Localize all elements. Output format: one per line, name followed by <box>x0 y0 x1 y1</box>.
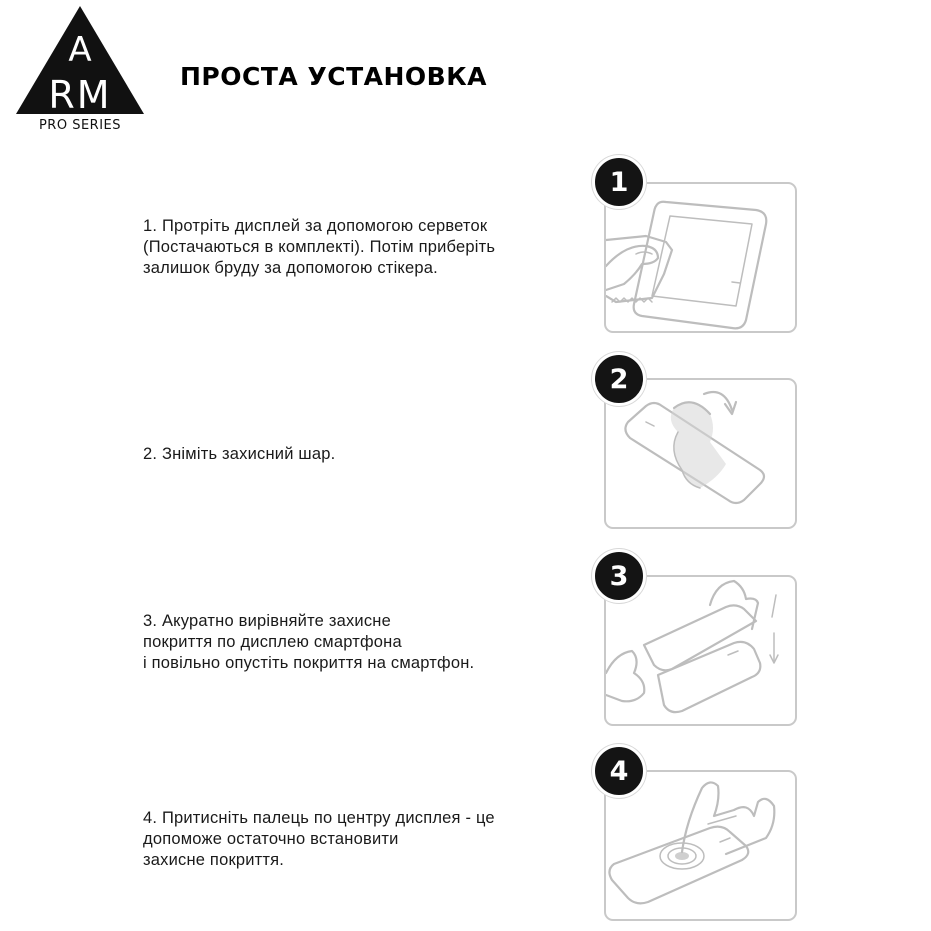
curved-arrow-icon <box>704 392 736 414</box>
wiping-hand-icon <box>606 246 658 290</box>
step-1-line-1: 1. Протріть дисплей за допомогою серветок <box>143 217 488 235</box>
step-2-text <box>143 444 583 465</box>
down-arrow-icon <box>770 633 778 663</box>
hand-right-icon <box>710 581 776 629</box>
step-1-line-2: (Постачаються в комплекті). Потім приберіть <box>143 238 496 256</box>
protective-film-icon <box>644 605 756 670</box>
step-3-line-2: покриття по дисплею смартфона <box>143 633 402 651</box>
phone-icon <box>609 827 748 904</box>
step-1-line-3: залишок бруду за допомогою стікера. <box>143 259 438 277</box>
step-4-line-3: захисне покриття. <box>143 851 285 869</box>
step-1-text <box>143 216 583 279</box>
step-3-number-badge: 3 <box>592 549 646 603</box>
logo-letter-a: A <box>68 30 92 70</box>
step-4-line-1: 4. Притисніть палець по центру дисплея - це <box>143 809 495 827</box>
step-3-line-3: і повільно опустіть покриття на смартфон. <box>143 654 475 672</box>
step-2-line-1: 2. Зніміть захисний шар. <box>143 445 336 463</box>
logo-series-label: PRO SERIES <box>38 118 122 133</box>
phone-icon <box>634 202 767 329</box>
logo-triangle <box>14 4 146 116</box>
pressing-hand-icon <box>682 782 774 854</box>
step-2-number-badge: 2 <box>592 352 646 406</box>
page-title: ПРОСТА УСТАНОВКА <box>180 62 487 91</box>
step-4-text <box>143 808 583 871</box>
step-4-line-2: допоможе остаточно встановити <box>143 830 399 848</box>
phone-icon <box>658 642 760 712</box>
arm-logo <box>14 4 146 136</box>
step-4-number-badge: 4 <box>592 744 646 798</box>
step-1-number-badge: 1 <box>592 155 646 209</box>
hand-left-icon <box>606 651 644 701</box>
step-3-text <box>143 611 583 674</box>
protective-film-icon <box>671 402 726 488</box>
logo-letters-rm: RM <box>48 73 112 116</box>
step-3-line-1: 3. Акуратно вирівняйте захисне <box>143 612 391 630</box>
